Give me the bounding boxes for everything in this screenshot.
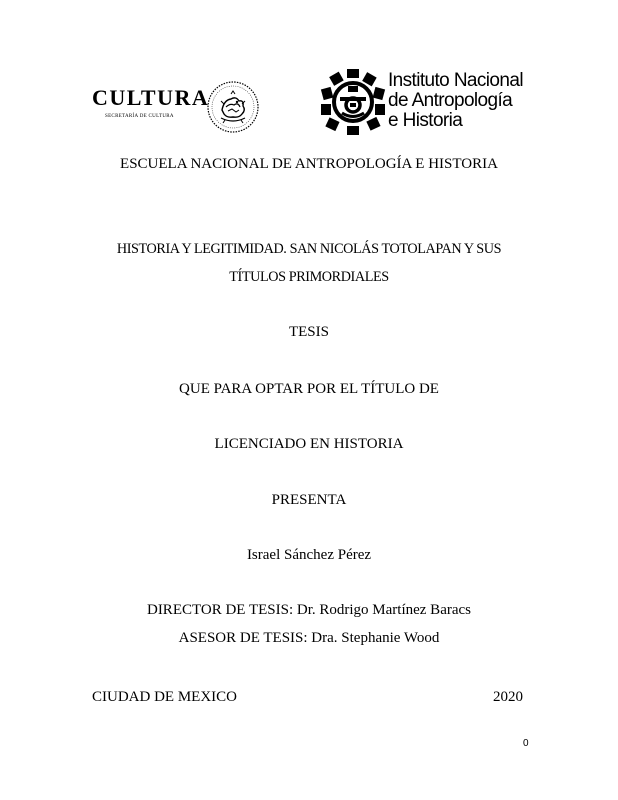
degree-intro: QUE PARA OPTAR POR EL TÍTULO DE	[179, 381, 439, 397]
cultura-logo-subtitle: SECRETARÍA DE CULTURA	[105, 114, 174, 119]
inah-logo-line-2: de Antropología	[388, 90, 513, 111]
advisor-line	[0, 629, 618, 647]
page-number: 0	[523, 738, 529, 749]
presents-label: PRESENTA	[271, 492, 347, 508]
national-seal-icon	[206, 80, 260, 134]
cultura-logo-wordmark: CULTURA	[92, 85, 210, 110]
author-name: Israel Sánchez Pérez	[246, 547, 372, 563]
director-line	[0, 601, 618, 619]
thesis-title-line-2: TÍTULOS PRIMORDIALES	[229, 269, 389, 285]
director-name: Dr. Rodrigo Martínez Baracs	[296, 602, 471, 618]
thesis-label: TESIS	[288, 324, 329, 340]
cultura-logo	[92, 85, 210, 125]
city: CIUDAD DE MEXICO	[92, 689, 237, 705]
year: 2020	[493, 689, 523, 705]
degree-name: LICENCIADO EN HISTORIA	[214, 436, 404, 452]
advisor-label: ASESOR DE TESIS:	[178, 630, 308, 646]
director-label: DIRECTOR DE TESIS:	[146, 602, 294, 618]
inah-emblem-icon	[320, 68, 386, 136]
advisor-name: Dra. Stephanie Wood	[311, 630, 440, 646]
inah-logo-line-3: e Historia	[388, 110, 463, 131]
school-name: ESCUELA NACIONAL DE ANTROPOLOGÍA E HISTORIA	[120, 156, 498, 172]
thesis-title-line-1: HISTORIA Y LEGITIMIDAD. SAN NICOLÁS TOTOLAPAN Y SUS	[116, 241, 502, 257]
inah-logo-text	[388, 71, 523, 131]
inah-logo-line-1: Instituto Nacional	[388, 70, 523, 91]
